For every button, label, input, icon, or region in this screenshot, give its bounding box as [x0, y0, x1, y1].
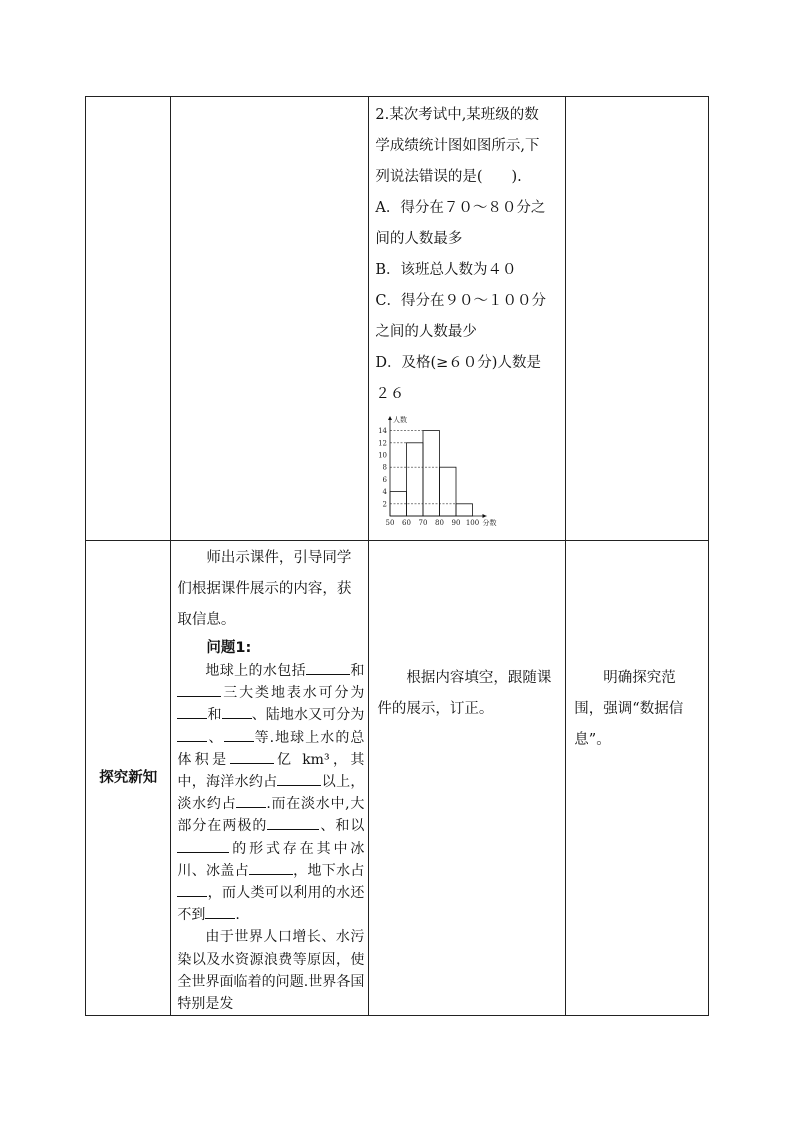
y-tick-label: 10	[378, 451, 388, 460]
section-cell	[86, 541, 171, 1016]
x-tick-label: 90	[451, 519, 461, 527]
blank[interactable]	[177, 882, 207, 897]
option-a-line: 间的人数最多	[375, 231, 463, 247]
student-activity-text: 根据内容填空，跟随课件的展示，订正。	[377, 670, 552, 717]
table-row	[86, 97, 709, 541]
blank[interactable]	[267, 815, 319, 830]
question-line: 学成绩统计图如图所示,下	[375, 138, 540, 154]
blank[interactable]	[224, 727, 254, 742]
y-axis-label: 人数	[393, 416, 408, 424]
blank[interactable]	[249, 860, 293, 875]
empty-cell	[171, 97, 369, 541]
histogram-bar	[440, 467, 457, 516]
blank[interactable]	[177, 727, 207, 742]
teacher-activity-cell	[171, 541, 369, 1016]
histogram-bar	[407, 443, 424, 516]
option-a-line: A．得分在７０～８０分之	[375, 200, 546, 216]
blank[interactable]	[230, 749, 274, 764]
blank[interactable]	[236, 793, 266, 808]
option-d-line: D．及格(≥６０分)人数是	[375, 355, 541, 371]
y-tick-label: 2	[382, 500, 388, 509]
histogram-bar	[456, 504, 473, 516]
option-c-line: 之间的人数最少	[375, 324, 477, 340]
y-axis-arrow	[388, 416, 392, 420]
option-b-line: B．该班总人数为４０	[375, 262, 517, 278]
blank[interactable]	[306, 660, 350, 675]
blank[interactable]	[177, 704, 207, 719]
blank[interactable]	[222, 704, 252, 719]
x-tick-label: 50	[385, 519, 395, 527]
x-tick-label: 100	[466, 519, 480, 527]
option-d-line: ２６	[375, 386, 405, 402]
design-intent-text: 明确探究范围，强调“数据信息”。	[574, 670, 684, 748]
fill-blank-passage: 地球上的水包括 和三大类地表水可分为和 、陆地水又可分为、 等.地球上水的总体积是 亿 km³，其中，海洋水约占 以上，淡水约占 .而在淡水中,大部分在两极的 、和以的形式存在其中冰川、冰盖占 ，地下水占，而人类可以利用的水还不到 .	[177, 660, 364, 926]
score-histogram	[372, 414, 512, 536]
y-tick-label: 6	[382, 475, 388, 484]
section-title: 探究新知	[99, 769, 158, 786]
blank[interactable]	[205, 904, 235, 919]
student-activity-cell	[369, 541, 566, 1016]
question-line: 列说法错误的是( ).	[375, 169, 522, 185]
question-cell	[369, 97, 566, 541]
table-row	[86, 541, 709, 1016]
lesson-plan-page	[85, 96, 709, 1013]
question-heading: 问题1:	[206, 640, 252, 656]
x-tick-label: 60	[402, 519, 412, 527]
x-axis-arrow	[483, 514, 487, 518]
passage-paragraph-2: 由于世界人口增长、水污染以及水资源浪费等原因，使全世界面临着的问题.世界各国特别是发	[177, 929, 365, 1013]
y-tick-label: 8	[382, 463, 388, 472]
blank[interactable]	[277, 771, 321, 786]
lesson-table	[85, 96, 709, 1016]
x-tick-label: 70	[418, 519, 428, 527]
blank[interactable]	[177, 682, 221, 697]
y-tick-label: 4	[382, 488, 388, 497]
option-c-line: C．得分在９０～１００分	[375, 293, 546, 309]
empty-cell	[86, 97, 171, 541]
x-axis-label: 分数	[482, 519, 497, 527]
x-tick-label: 80	[435, 519, 445, 527]
design-intent-cell	[566, 541, 709, 1016]
y-tick-label: 12	[378, 439, 388, 448]
question-line: 2.某次考试中,某班级的数	[375, 107, 539, 123]
y-tick-label: 14	[378, 427, 388, 436]
empty-cell	[566, 97, 709, 541]
teacher-intro: 师出示课件，引导同学们根据课件展示的内容，获取信息。	[177, 550, 352, 628]
blank[interactable]	[177, 838, 229, 853]
histogram-bar	[423, 431, 440, 516]
